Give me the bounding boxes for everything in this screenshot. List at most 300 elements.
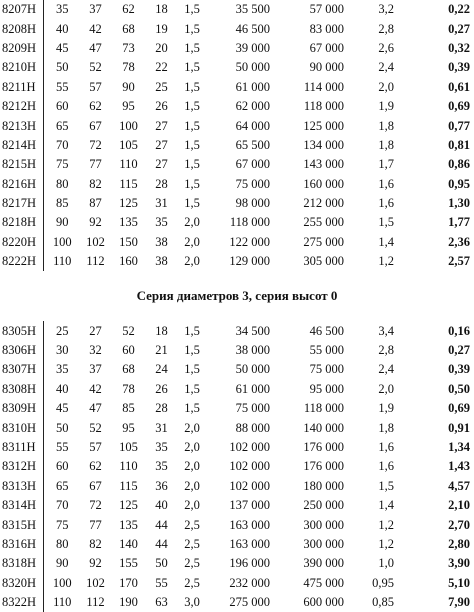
table-cell: 2,57: [448, 254, 470, 269]
table-cell: 0,77: [448, 118, 470, 133]
table-cell: 75 000: [309, 362, 344, 377]
table-cell: 1,5: [184, 362, 200, 377]
table-cell: 1,5: [378, 478, 394, 493]
table-cell: 35 500: [235, 2, 270, 17]
table-row: [0, 0, 474, 19]
table-cell: 2,36: [448, 234, 470, 249]
table-row: [0, 97, 474, 116]
table-cell: 163 000: [229, 517, 270, 532]
table-cell: 42: [89, 381, 102, 396]
table-cell: 1,5: [184, 40, 200, 55]
table-cell: 60: [43, 457, 81, 476]
table-row: [0, 252, 474, 271]
table-cell: 125 000: [303, 118, 344, 133]
table-cell: 92: [89, 556, 102, 571]
table-cell: 87: [89, 196, 102, 211]
table-cell: 110: [43, 593, 81, 612]
bearing-designation: 8208H: [2, 21, 37, 36]
bearing-designation: 8311H: [2, 440, 36, 454]
table-cell: 140 000: [303, 420, 344, 435]
table-row: [0, 554, 474, 573]
table-cell: 155: [119, 556, 138, 571]
table-row: [0, 380, 474, 399]
table-cell: 1,9: [378, 401, 394, 416]
bearing-table-bottom: [0, 321, 474, 612]
table-cell: 112: [86, 254, 105, 269]
table-cell: 1,5: [184, 2, 200, 17]
table-cell: 22: [155, 60, 168, 75]
table-cell: 19: [155, 21, 168, 36]
table-cell: 67 000: [309, 40, 344, 55]
table-cell: 67: [89, 478, 102, 493]
table-row: [0, 19, 474, 38]
table-cell: 27: [89, 323, 102, 338]
table-cell: 95 000: [309, 381, 344, 396]
table-cell: 38 000: [235, 343, 270, 358]
table-cell: 75 000: [235, 401, 270, 416]
table-cell: 57: [89, 440, 102, 454]
table-cell: 82: [89, 176, 102, 191]
table-cell: 55: [43, 438, 81, 457]
table-cell: 64 000: [235, 118, 270, 133]
table-cell: 68: [122, 362, 135, 377]
table-cell: 1,8: [378, 118, 394, 133]
table-cell: 2,0: [184, 478, 200, 493]
table-cell: 232 000: [229, 575, 270, 590]
table-cell: 2,0: [378, 79, 394, 94]
table-cell: 83 000: [309, 21, 344, 36]
table-cell: 85: [122, 401, 135, 416]
table-cell: 1,5: [184, 79, 200, 94]
table-cell: 65: [43, 116, 81, 135]
table-cell: 135: [119, 517, 138, 532]
table-row: [0, 213, 474, 232]
table-cell: 2,8: [378, 343, 394, 358]
table-cell: 1,8: [378, 137, 394, 152]
table-cell: 73: [122, 40, 135, 55]
bearing-designation: 8207H: [2, 2, 37, 17]
table-cell: 65: [43, 477, 81, 496]
table-cell: 2,6: [378, 40, 394, 55]
table-cell: 2,0: [184, 215, 200, 230]
table-cell: 27: [155, 137, 168, 152]
table-cell: 1,5: [184, 343, 200, 358]
table-cell: 28: [155, 401, 168, 416]
table-cell: 1,30: [448, 196, 470, 211]
table-cell: 0,85: [372, 595, 394, 610]
table-cell: 18: [155, 2, 168, 17]
table-row: [0, 360, 474, 379]
table-cell: 105: [119, 137, 138, 152]
table-cell: 45: [43, 39, 81, 58]
table-cell: 1,2: [378, 254, 394, 269]
bearing-designation: 8308H: [2, 381, 37, 396]
table-row: [0, 233, 474, 252]
table-cell: 0,39: [448, 362, 470, 377]
table-cell: 1,5: [184, 21, 200, 36]
table-cell: 112: [86, 595, 105, 610]
table-cell: 137 000: [229, 498, 270, 513]
table-cell: 46 500: [309, 323, 344, 338]
table-cell: 36: [155, 478, 168, 493]
table-cell: 1,4: [378, 498, 394, 513]
table-cell: 7,90: [448, 595, 470, 610]
table-cell: 65 500: [235, 137, 270, 152]
table-cell: 1,5: [184, 196, 200, 211]
table-cell: 275 000: [303, 234, 344, 249]
table-cell: 92: [89, 215, 102, 230]
table-cell: 31: [155, 196, 168, 211]
table-cell: 1,5: [184, 157, 200, 172]
table-cell: 55: [43, 78, 81, 97]
table-cell: 0,27: [448, 21, 470, 36]
table-cell: 25: [155, 79, 168, 94]
table-cell: 1,5: [184, 401, 200, 416]
table-cell: 75 000: [235, 176, 270, 191]
table-cell: 60: [122, 343, 135, 358]
table-cell: 1,34: [448, 440, 470, 454]
bearing-designation: 8213H: [2, 118, 37, 133]
table-cell: 67: [89, 118, 102, 133]
table-cell: 40: [155, 498, 168, 513]
table-cell: 196 000: [229, 556, 270, 571]
table-cell: 47: [89, 401, 102, 416]
table-cell: 90 000: [309, 60, 344, 75]
table-cell: 52: [89, 60, 102, 75]
table-cell: 60: [43, 97, 81, 116]
table-cell: 27: [155, 157, 168, 172]
table-cell: 140: [119, 536, 138, 551]
table-cell: 0,22: [448, 2, 470, 17]
table-cell: 475 000: [303, 575, 344, 590]
table-cell: 78: [122, 381, 135, 396]
table-cell: 100: [43, 574, 81, 593]
bearing-designation: 8210H: [2, 60, 37, 75]
table-cell: 2,5: [184, 575, 200, 590]
table-cell: 100: [119, 118, 138, 133]
table-cell: 62: [122, 2, 135, 17]
table-cell: 0,69: [448, 401, 470, 416]
table-cell: 275 000: [229, 595, 270, 610]
table-cell: 44: [155, 536, 168, 551]
table-row: [0, 58, 474, 77]
table-cell: 78: [122, 60, 135, 75]
table-cell: 30: [43, 341, 81, 360]
table-cell: 80: [43, 535, 81, 554]
table-cell: 118 000: [303, 99, 344, 114]
table-cell: 600 000: [303, 595, 344, 610]
section-title: Серия диаметров 3, серия высот 0: [136, 288, 338, 304]
table-cell: 62 000: [235, 99, 270, 114]
table-cell: 163 000: [229, 536, 270, 551]
table-cell: 190: [119, 595, 138, 610]
table-cell: 32: [89, 343, 102, 358]
table-cell: 110: [119, 157, 138, 172]
table-cell: 1,8: [378, 420, 394, 435]
table-cell: 1,5: [378, 215, 394, 230]
table-cell: 57 000: [309, 2, 344, 17]
table-row: [0, 457, 474, 476]
table-cell: 26: [155, 381, 168, 396]
bearing-designation: 8220H: [2, 234, 37, 249]
bearing-designation: 8322H: [2, 595, 37, 610]
table-cell: 35: [43, 0, 81, 19]
table-cell: 88 000: [235, 420, 270, 435]
table-cell: 4,57: [448, 478, 470, 493]
table-cell: 2,5: [184, 536, 200, 551]
table-cell: 102 000: [229, 478, 270, 493]
table-cell: 1,43: [448, 459, 470, 474]
table-row: [0, 496, 474, 515]
table-cell: 72: [89, 498, 102, 513]
table-cell: 1,5: [184, 99, 200, 114]
table-cell: 3,4: [378, 323, 394, 338]
table-cell: 118 000: [303, 401, 344, 416]
table-cell: 2,4: [378, 362, 394, 377]
table-cell: 118 000: [229, 215, 270, 230]
table-cell: 135: [119, 215, 138, 230]
table-cell: 102 000: [229, 440, 270, 454]
table-cell: 61 000: [235, 79, 270, 94]
table-cell: 102: [86, 575, 105, 590]
table-cell: 102 000: [229, 459, 270, 474]
bearing-designation: 8313H: [2, 478, 37, 493]
table-cell: 95: [122, 420, 135, 435]
bearing-table-top: [0, 0, 474, 271]
table-cell: 50 000: [235, 362, 270, 377]
table-cell: 42: [89, 21, 102, 36]
table-row: [0, 399, 474, 418]
table-cell: 180 000: [303, 478, 344, 493]
table-cell: 0,81: [448, 137, 470, 152]
table-cell: 45: [43, 399, 81, 418]
table-cell: 114 000: [303, 79, 344, 94]
table-cell: 18: [155, 323, 168, 338]
table-row: [0, 341, 474, 360]
bearing-designation: 8305H: [2, 323, 37, 338]
table-cell: 39 000: [235, 40, 270, 55]
table-cell: 35: [43, 360, 81, 379]
table-row: [0, 515, 474, 534]
table-cell: 110: [119, 459, 138, 474]
table-cell: 305 000: [303, 254, 344, 269]
table-cell: 2,0: [378, 381, 394, 396]
bearing-designation: 8211H: [2, 79, 36, 94]
table-cell: 95: [122, 99, 135, 114]
table-cell: 35: [155, 459, 168, 474]
bearing-designation: 8212H: [2, 99, 37, 114]
table-cell: 390 000: [303, 556, 344, 571]
bearing-designation: 8217H: [2, 196, 37, 211]
table-cell: 115: [119, 478, 138, 493]
table-cell: 122 000: [229, 234, 270, 249]
table-cell: 3,90: [448, 556, 470, 571]
table-cell: 77: [89, 157, 102, 172]
table-cell: 5,10: [448, 575, 470, 590]
bearing-designation: 8216H: [2, 176, 37, 191]
table-cell: 0,69: [448, 99, 470, 114]
table-cell: 37: [89, 2, 102, 17]
table-cell: 26: [155, 99, 168, 114]
table-cell: 2,5: [184, 517, 200, 532]
table-cell: 24: [155, 362, 168, 377]
bearing-designation: 8314H: [2, 498, 37, 513]
table-cell: 50: [43, 418, 81, 437]
table-cell: 35: [155, 215, 168, 230]
table-cell: 0,95: [448, 176, 470, 191]
table-cell: 134 000: [303, 137, 344, 152]
table-cell: 72: [89, 137, 102, 152]
table-cell: 50: [155, 556, 168, 571]
table-cell: 90: [122, 79, 135, 94]
table-cell: 1,6: [378, 196, 394, 211]
table-cell: 57: [89, 79, 102, 94]
table-cell: 0,32: [448, 40, 470, 55]
table-cell: 2,80: [448, 536, 470, 551]
table-cell: 1,7: [378, 157, 394, 172]
table-cell: 35: [155, 440, 168, 454]
table-cell: 160 000: [303, 176, 344, 191]
table-cell: 40: [43, 19, 81, 38]
table-cell: 143 000: [303, 157, 344, 172]
table-cell: 21: [155, 343, 168, 358]
table-cell: 3,0: [184, 595, 200, 610]
table-cell: 38: [155, 234, 168, 249]
table-cell: 2,0: [184, 254, 200, 269]
table-cell: 102: [86, 234, 105, 249]
bearing-designation: 8214H: [2, 137, 37, 152]
table-cell: 52: [122, 323, 135, 338]
table-cell: 3,2: [378, 2, 394, 17]
table-cell: 70: [43, 136, 81, 155]
table-cell: 37: [89, 362, 102, 377]
table-row: [0, 78, 474, 97]
table-cell: 300 000: [303, 536, 344, 551]
table-cell: 105: [119, 440, 138, 454]
table-row: [0, 593, 474, 612]
table-cell: 110: [43, 252, 81, 271]
table-cell: 85: [43, 194, 81, 213]
table-cell: 63: [155, 595, 168, 610]
table-cell: 75: [43, 155, 81, 174]
table-row: [0, 477, 474, 496]
table-cell: 0,27: [448, 343, 470, 358]
table-cell: 1,4: [378, 234, 394, 249]
table-cell: 2,70: [448, 517, 470, 532]
bearing-designation: 8215H: [2, 157, 37, 172]
table-row: [0, 535, 474, 554]
table-cell: 98 000: [235, 196, 270, 211]
table-cell: 176 000: [303, 440, 344, 454]
table-cell: 62: [89, 99, 102, 114]
table-cell: 1,5: [184, 381, 200, 396]
table-cell: 52: [89, 420, 102, 435]
table-cell: 0,16: [448, 323, 470, 338]
table-cell: 250 000: [303, 498, 344, 513]
table-cell: 1,5: [184, 137, 200, 152]
bearing-designation: 8306H: [2, 343, 37, 358]
table-row: [0, 418, 474, 437]
table-cell: 125: [119, 498, 138, 513]
table-cell: 2,0: [184, 459, 200, 474]
table-row: [0, 438, 474, 457]
bearing-designation: 8307H: [2, 362, 37, 377]
table-row: [0, 136, 474, 155]
table-cell: 2,0: [184, 440, 200, 454]
table-cell: 67 000: [235, 157, 270, 172]
table-row: [0, 155, 474, 174]
table-cell: 100: [43, 233, 81, 252]
table-cell: 2,5: [184, 556, 200, 571]
table-cell: 34 500: [235, 323, 270, 338]
table-cell: 44: [155, 517, 168, 532]
table-cell: 300 000: [303, 517, 344, 532]
table-row: [0, 39, 474, 58]
table-cell: 20: [155, 40, 168, 55]
table-cell: 2,10: [448, 498, 470, 513]
table-cell: 129 000: [229, 254, 270, 269]
table-cell: 50: [43, 58, 81, 77]
table-cell: 68: [122, 21, 135, 36]
table-cell: 2,8: [378, 21, 394, 36]
table-cell: 0,50: [448, 381, 470, 396]
table-cell: 90: [43, 213, 81, 232]
table-cell: 2,4: [378, 60, 394, 75]
table-cell: 82: [89, 536, 102, 551]
table-cell: 40: [43, 380, 81, 399]
table-cell: 1,5: [184, 323, 200, 338]
table-row: [0, 574, 474, 593]
bearing-designation: 8318H: [2, 556, 37, 571]
table-cell: 1,6: [378, 176, 394, 191]
table-cell: 0,86: [448, 157, 470, 172]
table-cell: 55 000: [309, 343, 344, 358]
table-cell: 1,2: [378, 517, 394, 532]
table-cell: 0,95: [372, 575, 394, 590]
table-cell: 27: [155, 118, 168, 133]
table-cell: 176 000: [303, 459, 344, 474]
table-cell: 150: [119, 234, 138, 249]
table-cell: 1,6: [378, 440, 394, 454]
table-cell: 38: [155, 254, 168, 269]
bearing-designation: 8320H: [2, 575, 37, 590]
table-cell: 0,39: [448, 60, 470, 75]
table-cell: 1,2: [378, 536, 394, 551]
table-cell: 75: [43, 515, 81, 534]
table-cell: 125: [119, 196, 138, 211]
table-cell: 115: [119, 176, 138, 191]
table-cell: 2,0: [184, 420, 200, 435]
table-cell: 2,0: [184, 234, 200, 249]
table-cell: 1,0: [378, 556, 394, 571]
table-cell: 1,6: [378, 459, 394, 474]
table-cell: 0,61: [448, 79, 470, 94]
bearing-designation: 8316H: [2, 536, 37, 551]
table-cell: 25: [43, 321, 81, 340]
table-cell: 28: [155, 176, 168, 191]
table-cell: 255 000: [303, 215, 344, 230]
table-cell: 50 000: [235, 60, 270, 75]
table-cell: 1,9: [378, 99, 394, 114]
table-cell: 77: [89, 517, 102, 532]
table-cell: 70: [43, 496, 81, 515]
table-row: [0, 194, 474, 213]
table-row: [0, 175, 474, 194]
bearing-designation: 8309H: [2, 401, 37, 416]
table-row: [0, 321, 474, 340]
bearing-designation: 8315H: [2, 517, 37, 532]
table-cell: 1,5: [184, 60, 200, 75]
